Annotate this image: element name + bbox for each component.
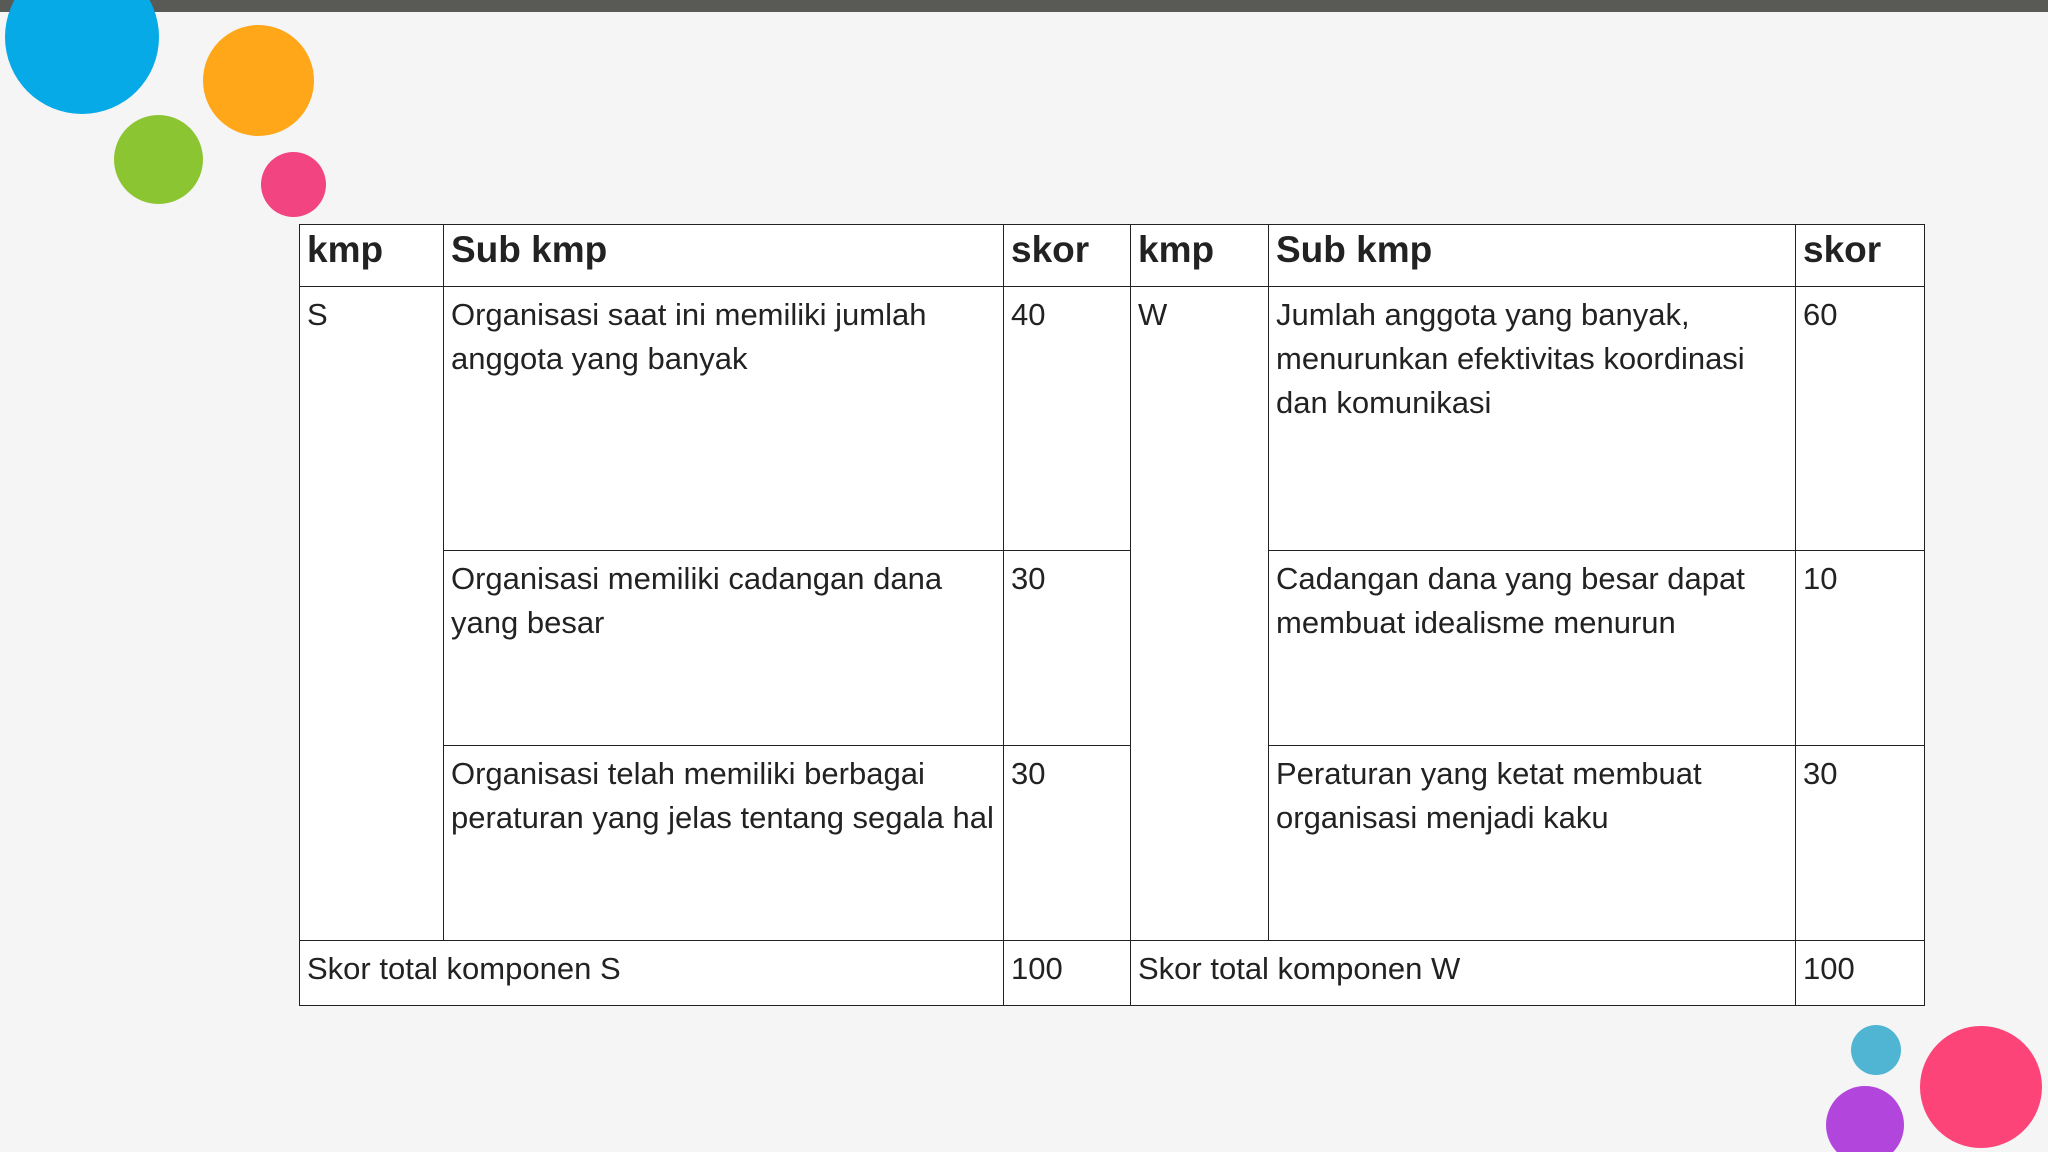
top-bar [0,0,2048,12]
skor-w-cell: 10 [1796,551,1925,746]
sub-kmp-w-cell: Peraturan yang ketat membuat organisasi menjadi kaku [1269,746,1796,941]
decorative-circle-green [114,115,203,204]
table-row [300,287,1925,551]
kmp-w-cell: W [1131,287,1269,941]
table-row [300,551,1925,746]
decorative-circle-pink [261,152,326,217]
total-skor-s: 100 [1004,941,1131,1006]
sub-kmp-s-cell: Organisasi telah memiliki berbagai peraturan yang jelas tentang segala hal [444,746,1004,941]
total-label-w: Skor total komponen W [1131,941,1796,1006]
skor-s-cell: 30 [1004,551,1131,746]
header-sub-kmp-s: Sub kmp [444,225,1004,287]
table-header-row [300,225,1925,287]
header-sub-kmp-w: Sub kmp [1269,225,1796,287]
decorative-circle-blue [5,0,159,114]
decorative-circle-orange [203,25,314,136]
skor-w-cell: 30 [1796,746,1925,941]
decorative-circle-red [1920,1026,2042,1148]
sub-kmp-s-cell: Organisasi memiliki cadangan dana yang besar [444,551,1004,746]
sub-kmp-w-cell: Cadangan dana yang besar dapat membuat idealisme menurun [1269,551,1796,746]
table-row [300,746,1925,941]
skor-w-cell: 60 [1796,287,1925,551]
header-kmp-w: kmp [1131,225,1269,287]
skor-s-cell: 30 [1004,746,1131,941]
total-label-s: Skor total komponen S [300,941,1004,1006]
header-skor-w: skor [1796,225,1925,287]
header-skor-s: skor [1004,225,1131,287]
kmp-s-cell: S [300,287,444,941]
total-skor-w: 100 [1796,941,1925,1006]
header-kmp-s: kmp [300,225,444,287]
sub-kmp-w-cell: Jumlah anggota yang banyak, menurunkan efektivitas koordinasi dan komunikasi [1269,287,1796,551]
total-row [300,941,1925,1006]
decorative-circle-purple [1826,1086,1904,1152]
skor-s-cell: 40 [1004,287,1131,551]
swot-score-table [299,224,1925,1006]
sub-kmp-s-cell: Organisasi saat ini memiliki jumlah anggota yang banyak [444,287,1004,551]
decorative-circle-light-blue [1851,1025,1901,1075]
